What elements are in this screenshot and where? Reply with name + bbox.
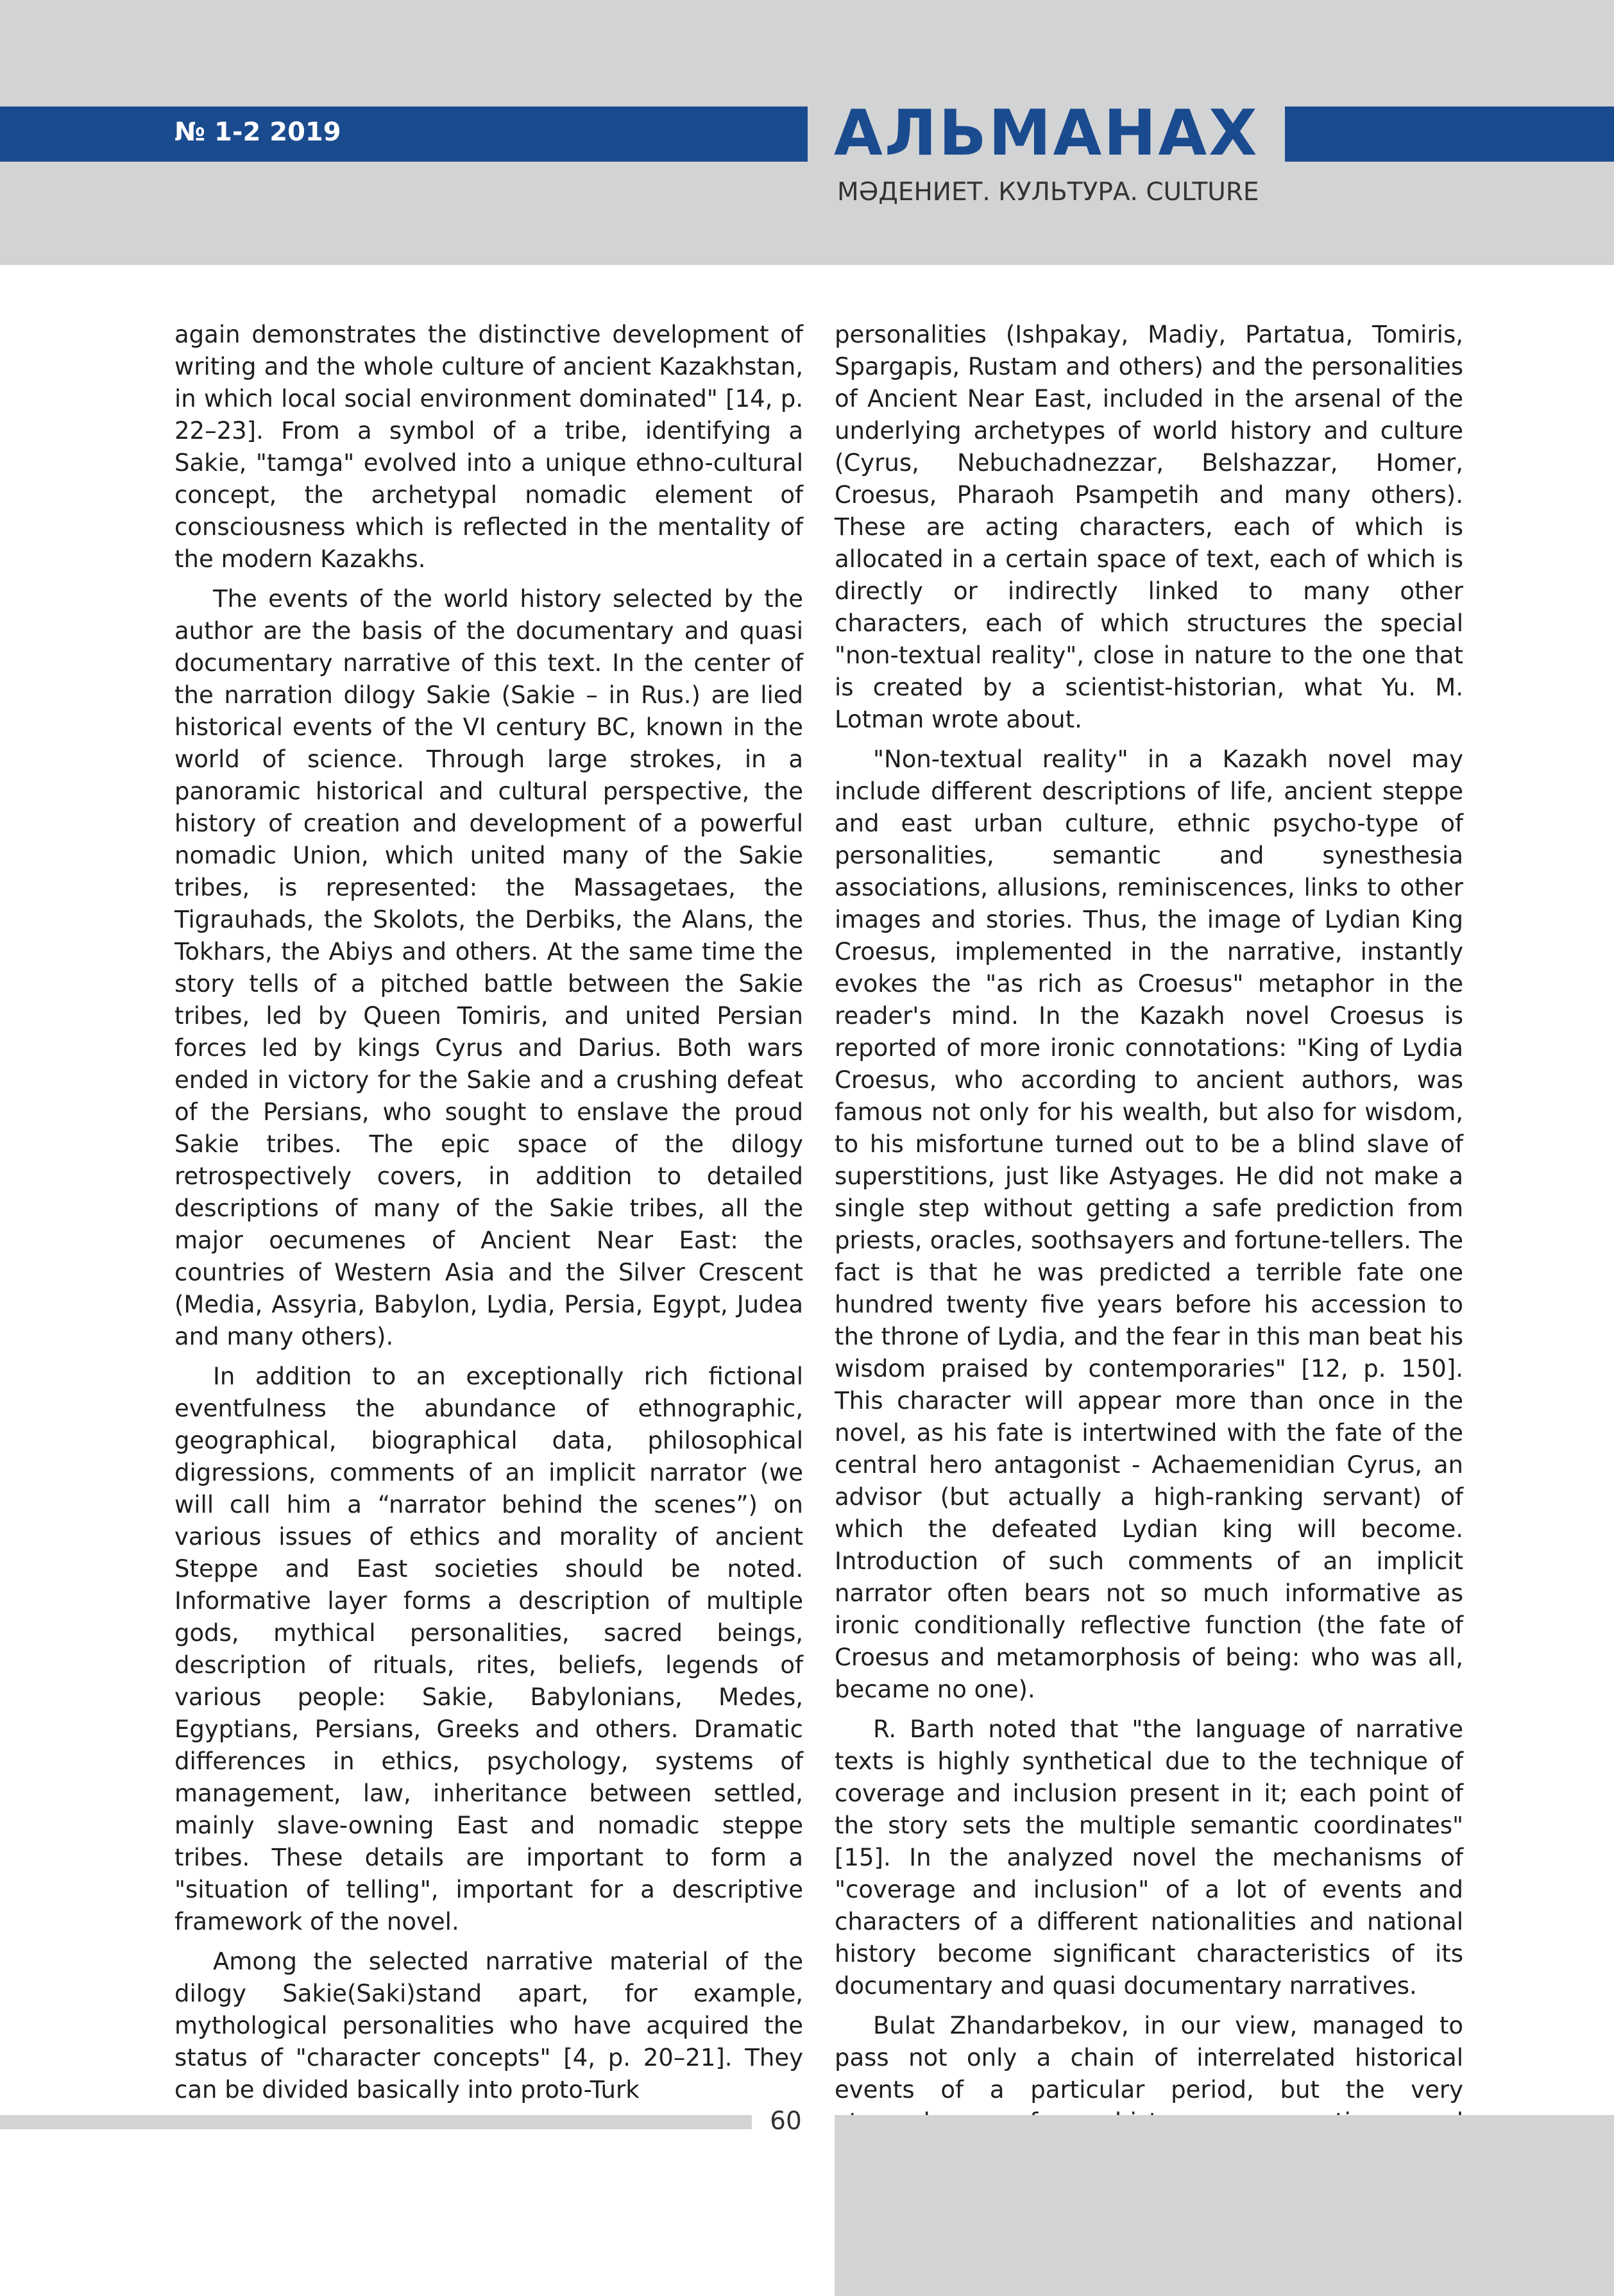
paragraph: Bulat Zhandarbekov, in our view, managed to pass not only a chain of interrelated historical events of a particular period, but the very [835,2012,1463,2104]
page-number: 60 [770,2107,802,2136]
footer-rule [0,2115,752,2129]
paragraph: again demonstrates the distinctive development of writing and the whole culture of ancient Kazakhstan, in which local social environment dominated" [14, p. 22–23]. From a symbol of a tribe, identifying a Sakie, "tamga" evolved into a unique ethno-cultural concept, the archetypal nomadic element of consciousness which is reflected in the mentality of the modern Kazakhs. [174,321,803,573]
paragraph: personalities (Ishpakay, Madiy, Partatua, Tomiris, Spargapis, Rustam and others) and the personalities of Ancient Near East, included in the arsenal of the underlying archetypes of world history and culture (Cyrus, Nebuchadnezzar, Belshazzar, Homer, Croesus, Pharaoh Psampetih and many others). These are acting characters, each of which is allocated in a certain space of text, each of which is directly or indirectly linked to many other characters, each of which structures the special "non-textual reality", close in nature to the one that is created by a scientist-historian, what Yu. M. Lotman wrote about. [835,321,1463,733]
header-bar-right [1285,106,1614,162]
paragraph: In addition to an exceptionally rich fictional eventfulness the abundance of ethnographic, geographical, biographical data, philosophical digressions, comments of an implicit narrator (we will call him a “narrator behind the scenes”) on various issues of ethics and morality of ancient Steppe and East societies should be noted. Informative layer forms a description of multiple gods, mythical personalities, sacred beings, description of rituals, rites, beliefs, legends of various people: Sakie, Babylonians, Medes, Egyptians, Persians, Greeks and others. Dramatic differences in ethics, psychology, systems of management, law, inheritance between settled, mainly slave-owning East and nomadic steppe tribes. These details are important to form a "situation of telling", important for a descriptive framework of the novel. [174,1363,803,1935]
text-column-right [835,319,1463,2178]
footer-band [835,2115,1614,2296]
text-column-left [174,319,803,2114]
paragraph: "Non-textual reality" in a Kazakh novel may include different descriptions of life, ancient steppe and east urban culture, ethnic psycho-type of personalities, semantic and synesthesia associations, allusions, reminiscences, links to other images and stories. Thus, the image of Lydian King Croesus, implemented in the narrative, instantly evokes the "as rich as Croesus" metaphor in the reader's mind. In the Kazakh novel Croesus is reported of more ironic connotations: "King of Lydia Croesus, who according to ancient authors, was famous not only for his wealth, but also for wisdom, to his misfortune turned out to be a blind slave of superstitions, just like Astyages. He did not make a single step without getting a safe prediction from priests, oracles, soothsayers and fortune-tellers. The fact is that he was predicted a terrible fate one hundred twenty five years before his accession to the throne of Lydia, and the fear in this man beat his wisdom praised by contemporaries" [12, p. 150]. This character will appear more than once in the novel, as his fate is intertwined with the fate of the central hero antagonist - Achaemenidian Cyrus, an advisor (but actually a high-ranking servant) of which the defeated Lydian king will become. Introduction of such comments of an implicit narrator often bears not so much informative as ironic conditionally reflective function (the fate of Croesus and metamorphosis of being: who was all, became no one). [835,745,1463,1703]
paragraph: The events of the world history selected by the author are the basis of the documentary and quasi documentary narrative of this text. In the center of the narration dilogy Sakie (Sakie – in Rus.) are lied historical events of the VI century BC, known in the world of science. Through large strokes, in a panoramic historical and cultural perspective, the history of creation and development of a powerful nomadic Union, which united many of the Sakie tribes, is represented: the Massagetaes, the Tigrauhads, the Skolots, the Derbiks, the Alans, the Tokhars, the Abiys and others. At the same time the story tells of a pitched battle between the Sakie tribes, led by Queen Tomiris, and united Persian forces led by kings Cyrus and Darius. Both wars ended in victory for the Sakie and a crushing defeat of the Persians, who sought to enslave the proud Sakie tribes. The epic space of the dilogy retrospectively covers, in addition to detailed descriptions of many of the Sakie tribes, all the major oecumenes of Ancient Near East: the countries of Western Asia and the Silver Crescent (Media, Assyria, Babylon, Lydia, Persia, Egypt, Judea and many others). [174,585,803,1350]
journal-title: АЛЬМАНАХ [834,97,1259,170]
journal-subtitle: МӘДЕНИЕТ. КУЛЬТУРА. CULTURE [837,178,1259,207]
issue-number: № 1-2 2019 [174,117,341,147]
paragraph: Among the selected narrative material of the dilogy Sakie(Saki)stand apart, for example, mythological personalities who have acquired the status of "character concepts" [4, p. 20–21]. They can be divided basically into proto-Turk [174,1948,803,2104]
header-bar-left [0,106,808,162]
paragraph: R. Barth noted that "the language of narrative texts is highly synthetical due to the technique of coverage and inclusion present in it; each point of the story sets the multiple semantic coordinates" [15]. In the analyzed novel the mechanisms of "coverage and inclusion" of a lot of events and characters of a different nationalities and national history become significant characteristics of its documentary and quasi documentary narratives. [835,1715,1463,2000]
